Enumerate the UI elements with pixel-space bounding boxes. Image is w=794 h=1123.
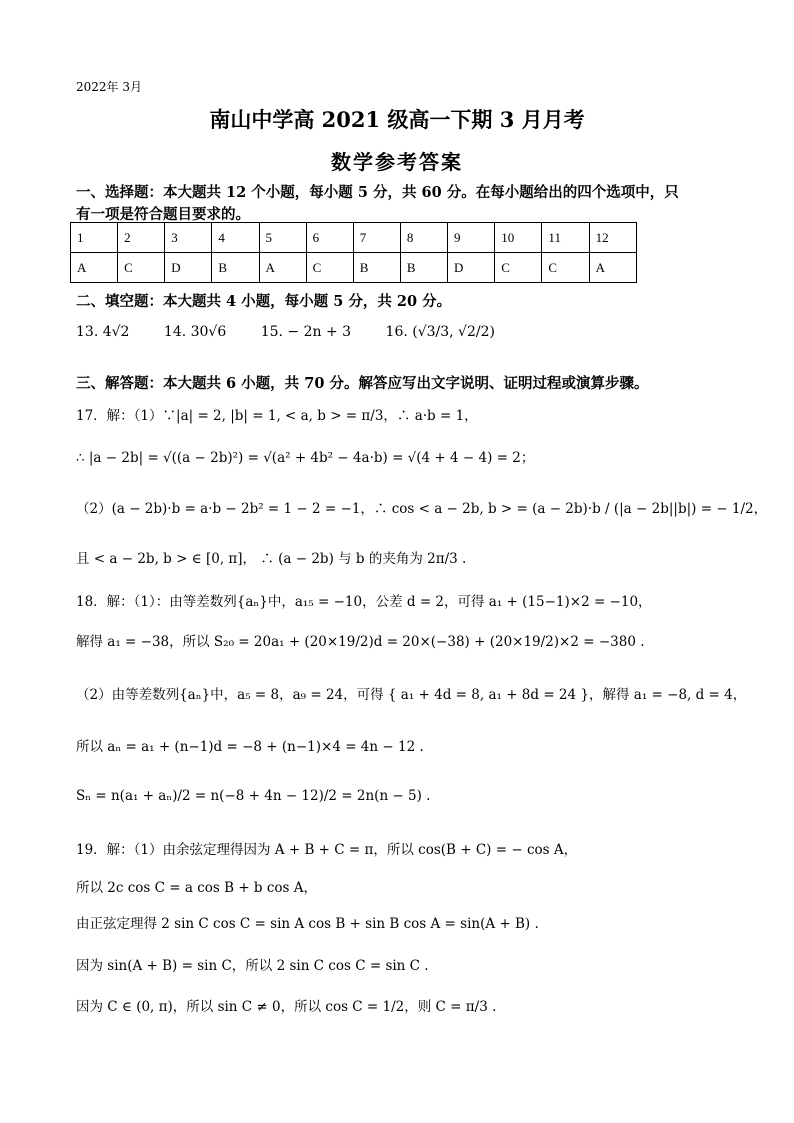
- answer-cell: C: [542, 253, 589, 283]
- answer-cell: A: [589, 253, 636, 283]
- question-number: 1: [71, 223, 118, 253]
- question-number: 3: [165, 223, 212, 253]
- fill-answer-14: 14. 30√6: [163, 324, 227, 340]
- solution-line: Sₙ = n(a₁ + aₙ)/2 = n(−8 + 4n − 12)/2 = 2n(n − 5) .: [76, 788, 431, 804]
- solution-line: 解得 a₁ = −38，所以 S₂₀ = 20a₁ + (20×19/2)d = 20×(−38) + (20×19/2)×2 = −380 .: [76, 634, 645, 650]
- question-number: 2: [118, 223, 165, 253]
- solution-line: 所以 2c cos C = a cos B + b cos A，: [76, 880, 318, 896]
- question-number: 5: [259, 223, 306, 253]
- question-number: 11: [542, 223, 589, 253]
- question-number: 10: [495, 223, 542, 253]
- answer-cell: C: [495, 253, 542, 283]
- answer-cell: B: [353, 253, 400, 283]
- answer-cell: C: [306, 253, 353, 283]
- solution-line: 19．解：（1）由余弦定理得因为 A + B + C = π，所以 cos(B + C) = − cos A，: [76, 842, 578, 858]
- solution-line: （2）由等差数列{aₙ}中，a₅ = 8，a₉ = 24，可得 { a₁ + 4d = 8, a₁ + 8d = 24 }，解得 a₁ = −8, d = 4，: [76, 687, 747, 703]
- question-number: 4: [212, 223, 259, 253]
- question-number: 8: [400, 223, 447, 253]
- answer-cell: B: [212, 253, 259, 283]
- exam-date: 2022年 3月: [76, 80, 142, 94]
- solution-line: ∴ |a − 2b| = √((a − 2b)²) = √(a² + 4b² − 4a·b) = √(4 + 4 − 4) = 2；: [76, 450, 535, 466]
- fill-answer-16: 16. (√3/3, √2/2): [385, 324, 495, 340]
- section1-heading-cont: 有一项是符合题目要求的。: [76, 206, 250, 223]
- answer-cell: A: [71, 253, 118, 283]
- question-number: 7: [353, 223, 400, 253]
- solution-line: 且 < a − 2b, b > ∈ [0, π]， ∴ (a − 2b) 与 b 的夹角为 2π/3 .: [76, 551, 467, 567]
- solution-line: 因为 sin(A + B) = sin C，所以 2 sin C cos C = sin C .: [76, 958, 429, 974]
- section1-heading: 一、选择题：本大题共 12 个小题，每小题 5 分，共 60 分。在每小题给出的四个选项中，只: [76, 184, 679, 201]
- fill-answer-15: 15. − 2n + 3: [260, 324, 352, 340]
- solution-line: 所以 aₙ = a₁ + (n−1)d = −8 + (n−1)×4 = 4n − 12 .: [76, 739, 424, 755]
- answer-table-numbers-row: [71, 223, 637, 253]
- answer-table: [70, 222, 637, 283]
- answer-cell: B: [400, 253, 447, 283]
- solution-line: 17．解：（1）∵|a| = 2, |b| = 1, < a, b > = π/3，∴ a·b = 1，: [76, 408, 478, 424]
- section3-heading: 三、解答题：本大题共 6 小题，共 70 分。解答应写出文字说明、证明过程或演算步骤。: [76, 375, 649, 392]
- answer-table-answers-row: [71, 253, 637, 283]
- question-number: 12: [589, 223, 636, 253]
- solution-line: 因为 C ∈ (0, π)，所以 sin C ≠ 0，所以 cos C = 1/2，则 C = π/3 .: [76, 999, 497, 1015]
- solution-line: （2）(a − 2b)·b = a·b − 2b² = 1 − 2 = −1，∴ cos < a − 2b, b > = (a − 2b)·b / (|a − 2b||b|) = − 1/2，: [76, 501, 768, 517]
- fill-in-answers: [76, 324, 525, 340]
- answer-cell: A: [259, 253, 306, 283]
- solution-line: 18．解：（1）：由等差数列{aₙ}中，a₁₅ = −10，公差 d = 2，可得 a₁ + (15−1)×2 = −10，: [76, 594, 652, 610]
- question-number: 9: [448, 223, 495, 253]
- fill-answer-13: 13. 4√2: [76, 324, 130, 340]
- answer-cell: C: [118, 253, 165, 283]
- section2-heading: 二、填空题：本大题共 4 小题，每小题 5 分，共 20 分。: [76, 293, 452, 310]
- answer-cell: D: [165, 253, 212, 283]
- page-title: 南山中学高 2021 级高一下期 3 月月考: [209, 107, 585, 132]
- solution-line: 由正弦定理得 2 sin C cos C = sin A cos B + sin B cos A = sin(A + B) .: [76, 916, 539, 932]
- page-subtitle: 数学参考答案: [331, 150, 463, 174]
- answer-cell: D: [448, 253, 495, 283]
- question-number: 6: [306, 223, 353, 253]
